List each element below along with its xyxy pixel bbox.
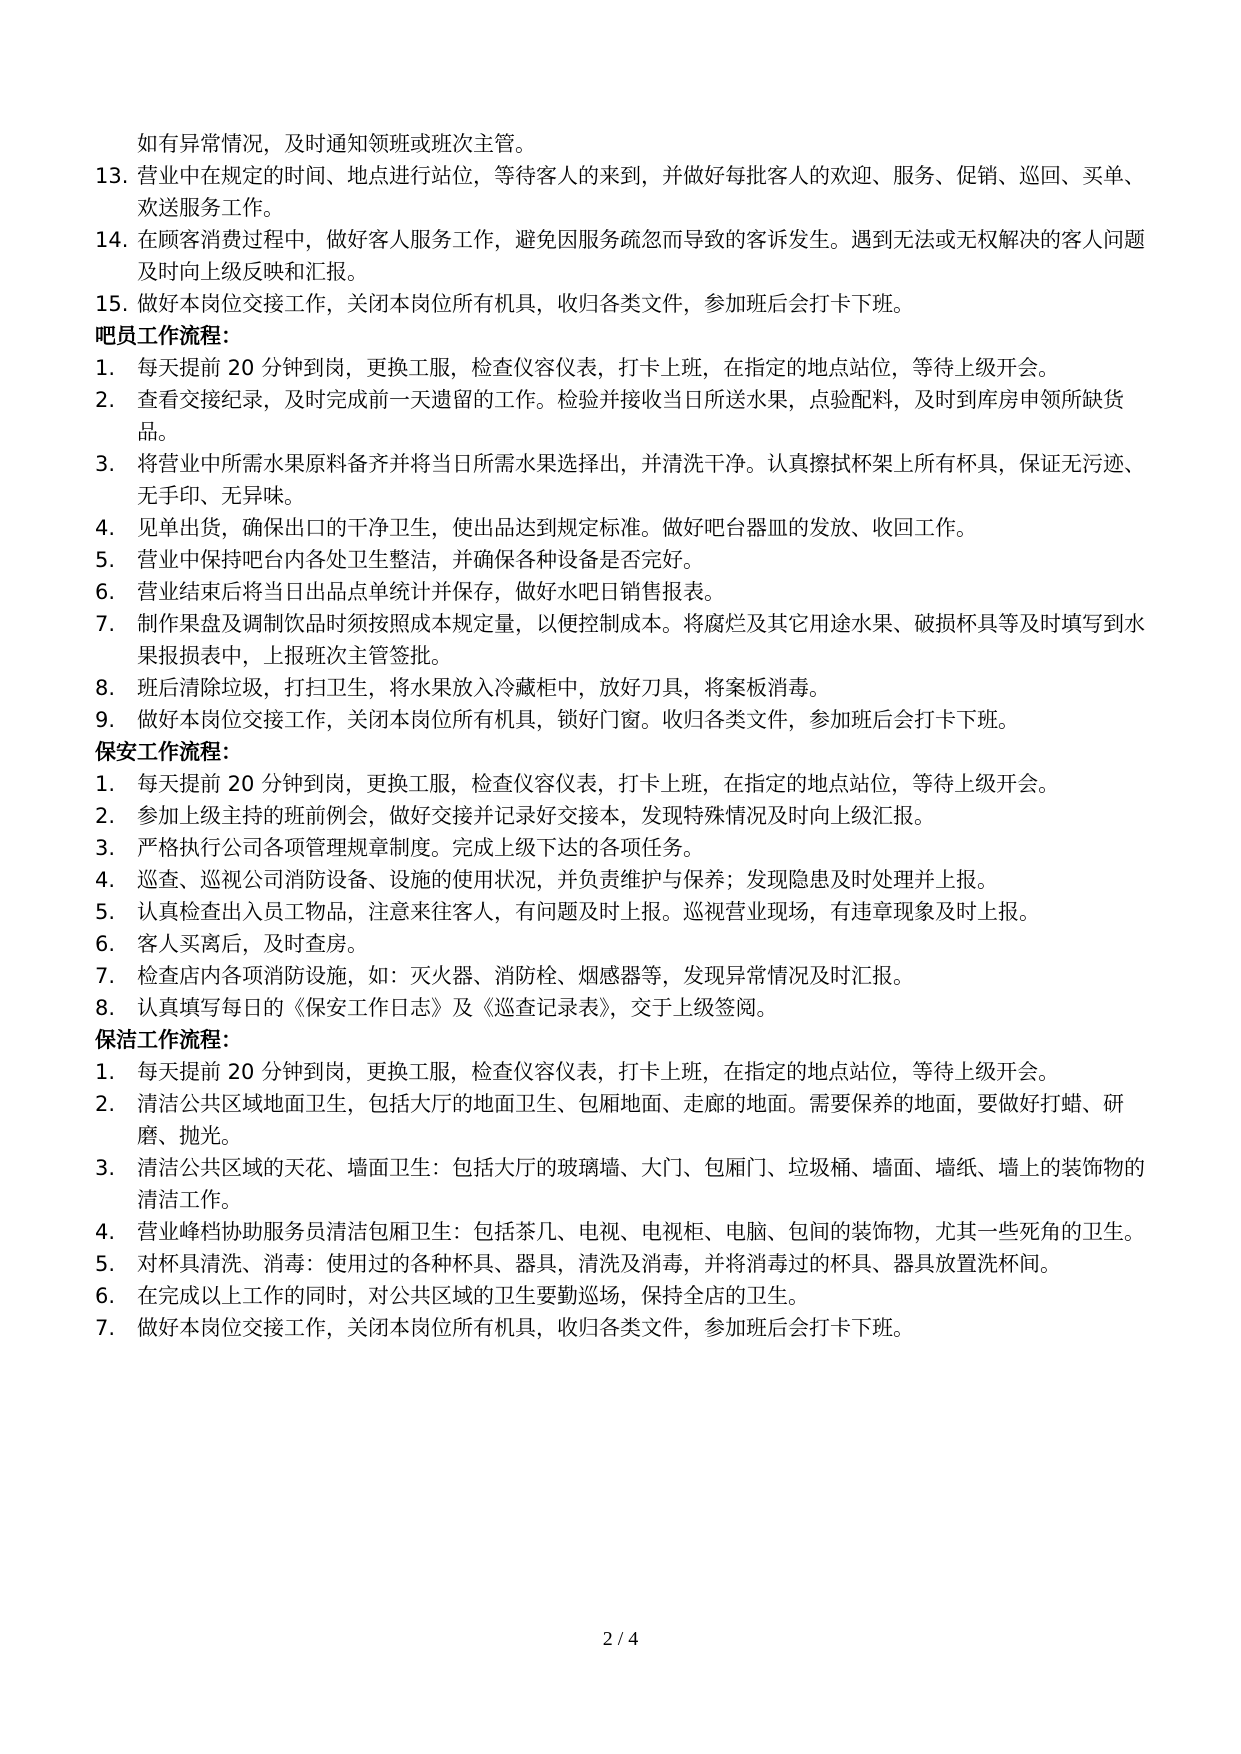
list-item — [95, 1216, 1155, 1248]
item-text: 对杯具清洗、消毒：使用过的各种杯具、器具，清洗及消毒，并将消毒过的杯具、器具放置洗杯间。 — [137, 1252, 1061, 1276]
item-number: 6. — [95, 932, 116, 956]
item-number: 2. — [95, 804, 116, 828]
item-text: 认真检查出入员工物品，注意来往客人，有问题及时上报。巡视营业现场，有违章现象及时上报。 — [137, 900, 1040, 924]
item-text: 每天提前 20 分钟到岗，更换工服，检查仪容仪表，打卡上班，在指定的地点站位，等待上级开会。 — [137, 772, 1060, 796]
item-number: 14. — [95, 228, 129, 252]
item-number: 5. — [95, 548, 116, 572]
item-text: 班后清除垃圾，打扫卫生，将水果放入冷藏柜中，放好刀具，将案板消毒。 — [137, 676, 830, 700]
item-number: 7. — [95, 964, 116, 988]
item-number: 3. — [95, 1156, 116, 1180]
list-item — [95, 832, 1155, 864]
item-text: 客人买离后，及时查房。 — [137, 932, 368, 956]
list-item — [95, 992, 1155, 1024]
item-text: 查看交接纪录，及时完成前一天遗留的工作。检验并接收当日所送水果，点验配料，及时到库房申领所缺货品。 — [137, 388, 1124, 444]
item-number: 6. — [95, 580, 116, 604]
item-number: 8. — [95, 996, 116, 1020]
prev-list — [95, 160, 1155, 320]
list-item — [95, 608, 1155, 672]
item-text: 检查店内各项消防设施，如：灭火器、消防栓、烟感器等，发现异常情况及时汇报。 — [137, 964, 914, 988]
cleaning-list — [95, 1056, 1155, 1344]
list-item — [95, 352, 1155, 384]
item-number: 3. — [95, 836, 116, 860]
list-item — [95, 1088, 1155, 1152]
item-number: 9. — [95, 708, 116, 732]
item-number: 15. — [95, 292, 129, 316]
list-item — [95, 704, 1155, 736]
item-number: 5. — [95, 1252, 116, 1276]
item-number: 7. — [95, 1316, 116, 1340]
security-list — [95, 768, 1155, 1024]
list-item — [95, 896, 1155, 928]
list-item — [95, 448, 1155, 512]
item-number: 4. — [95, 1220, 116, 1244]
item-text: 巡查、巡视公司消防设备、设施的使用状况，并负责维护与保养；发现隐患及时处理并上报。 — [137, 868, 998, 892]
item-number: 8. — [95, 676, 116, 700]
item-text: 每天提前 20 分钟到岗，更换工服，检查仪容仪表，打卡上班，在指定的地点站位，等待上级开会。 — [137, 1060, 1060, 1084]
list-item — [95, 1152, 1155, 1216]
item-text: 营业中在规定的时间、地点进行站位，等待客人的来到，并做好每批客人的欢迎、服务、促销、巡回、买单、欢送服务工作。 — [137, 164, 1145, 220]
list-item — [95, 1312, 1155, 1344]
list-item — [95, 1280, 1155, 1312]
list-item — [95, 288, 1155, 320]
item-number: 1. — [95, 356, 116, 380]
list-item — [95, 800, 1155, 832]
item-number: 7. — [95, 612, 116, 636]
list-item — [95, 1056, 1155, 1088]
item-text: 将营业中所需水果原料备齐并将当日所需水果选择出，并清洗干净。认真擦拭杯架上所有杯具，保证无污迹、无手印、无异味。 — [137, 452, 1145, 508]
list-item — [95, 544, 1155, 576]
item-text: 严格执行公司各项管理规章制度。完成上级下达的各项任务。 — [137, 836, 704, 860]
item-text: 清洁公共区域的天花、墙面卫生：包括大厅的玻璃墙、大门、包厢门、垃圾桶、墙面、墙纸、墙上的装饰物的清洁工作。 — [137, 1156, 1145, 1212]
item-text: 做好本岗位交接工作，关闭本岗位所有机具，收归各类文件，参加班后会打卡下班。 — [137, 1316, 914, 1340]
item-text: 在完成以上工作的同时，对公共区域的卫生要勤巡场，保持全店的卫生。 — [137, 1284, 809, 1308]
section-heading-bar: 吧员工作流程： — [95, 324, 242, 348]
item-text: 做好本岗位交接工作，关闭本岗位所有机具，锁好门窗。收归各类文件，参加班后会打卡下班。 — [137, 708, 1019, 732]
list-item — [95, 1248, 1155, 1280]
section-heading-cleaning: 保洁工作流程： — [95, 1028, 242, 1052]
document-content — [95, 128, 1155, 1344]
item-text: 在顾客消费过程中，做好客人服务工作，避免因服务疏忽而导致的客诉发生。遇到无法或无权解决的客人问题及时向上级反映和汇报。 — [137, 228, 1145, 284]
item-text: 制作果盘及调制饮品时须按照成本规定量，以便控制成本。将腐烂及其它用途水果、破损杯具等及时填写到水果报损表中，上报班次主管签批。 — [137, 612, 1145, 668]
list-item — [95, 160, 1155, 224]
item-number: 2. — [95, 388, 116, 412]
item-text: 营业中保持吧台内各处卫生整洁，并确保各种设备是否完好。 — [137, 548, 704, 572]
item-text: 参加上级主持的班前例会，做好交接并记录好交接本，发现特殊情况及时向上级汇报。 — [137, 804, 935, 828]
page-number: 2 / 4 — [602, 1628, 639, 1650]
bar-list — [95, 352, 1155, 736]
item-text: 见单出货，确保出口的干净卫生，使出品达到规定标准。做好吧台器皿的发放、收回工作。 — [137, 516, 977, 540]
item-number: 4. — [95, 868, 116, 892]
item-number: 1. — [95, 772, 116, 796]
list-item — [95, 512, 1155, 544]
section-heading-security: 保安工作流程： — [95, 740, 242, 764]
item-number: 3. — [95, 452, 116, 476]
list-item — [95, 672, 1155, 704]
item-text: 做好本岗位交接工作，关闭本岗位所有机具，收归各类文件，参加班后会打卡下班。 — [137, 292, 914, 316]
item-number: 5. — [95, 900, 116, 924]
item-number: 4. — [95, 516, 116, 540]
item-number: 1. — [95, 1060, 116, 1084]
list-item — [95, 384, 1155, 448]
item-text: 清洁公共区域地面卫生，包括大厅的地面卫生、包厢地面、走廊的地面。需要保养的地面，要做好打蜡、研磨、抛光。 — [137, 1092, 1124, 1148]
list-item — [95, 576, 1155, 608]
continuation-text: 如有异常情况，及时通知领班或班次主管。 — [137, 132, 536, 156]
list-item — [95, 960, 1155, 992]
item-text: 营业结束后将当日出品点单统计并保存，做好水吧日销售报表。 — [137, 580, 725, 604]
list-item — [95, 224, 1155, 288]
item-text: 营业峰档协助服务员清洁包厢卫生：包括茶几、电视、电视柜、电脑、包间的装饰物，尤其一些死角的卫生。 — [137, 1220, 1145, 1244]
item-number: 6. — [95, 1284, 116, 1308]
list-item — [95, 768, 1155, 800]
item-text: 每天提前 20 分钟到岗，更换工服，检查仪容仪表，打卡上班，在指定的地点站位，等待上级开会。 — [137, 356, 1060, 380]
item-number: 13. — [95, 164, 129, 188]
list-item — [95, 864, 1155, 896]
item-text: 认真填写每日的《保安工作日志》及《巡查记录表》，交于上级签阅。 — [137, 996, 778, 1020]
item-number: 2. — [95, 1092, 116, 1116]
list-item — [95, 928, 1155, 960]
